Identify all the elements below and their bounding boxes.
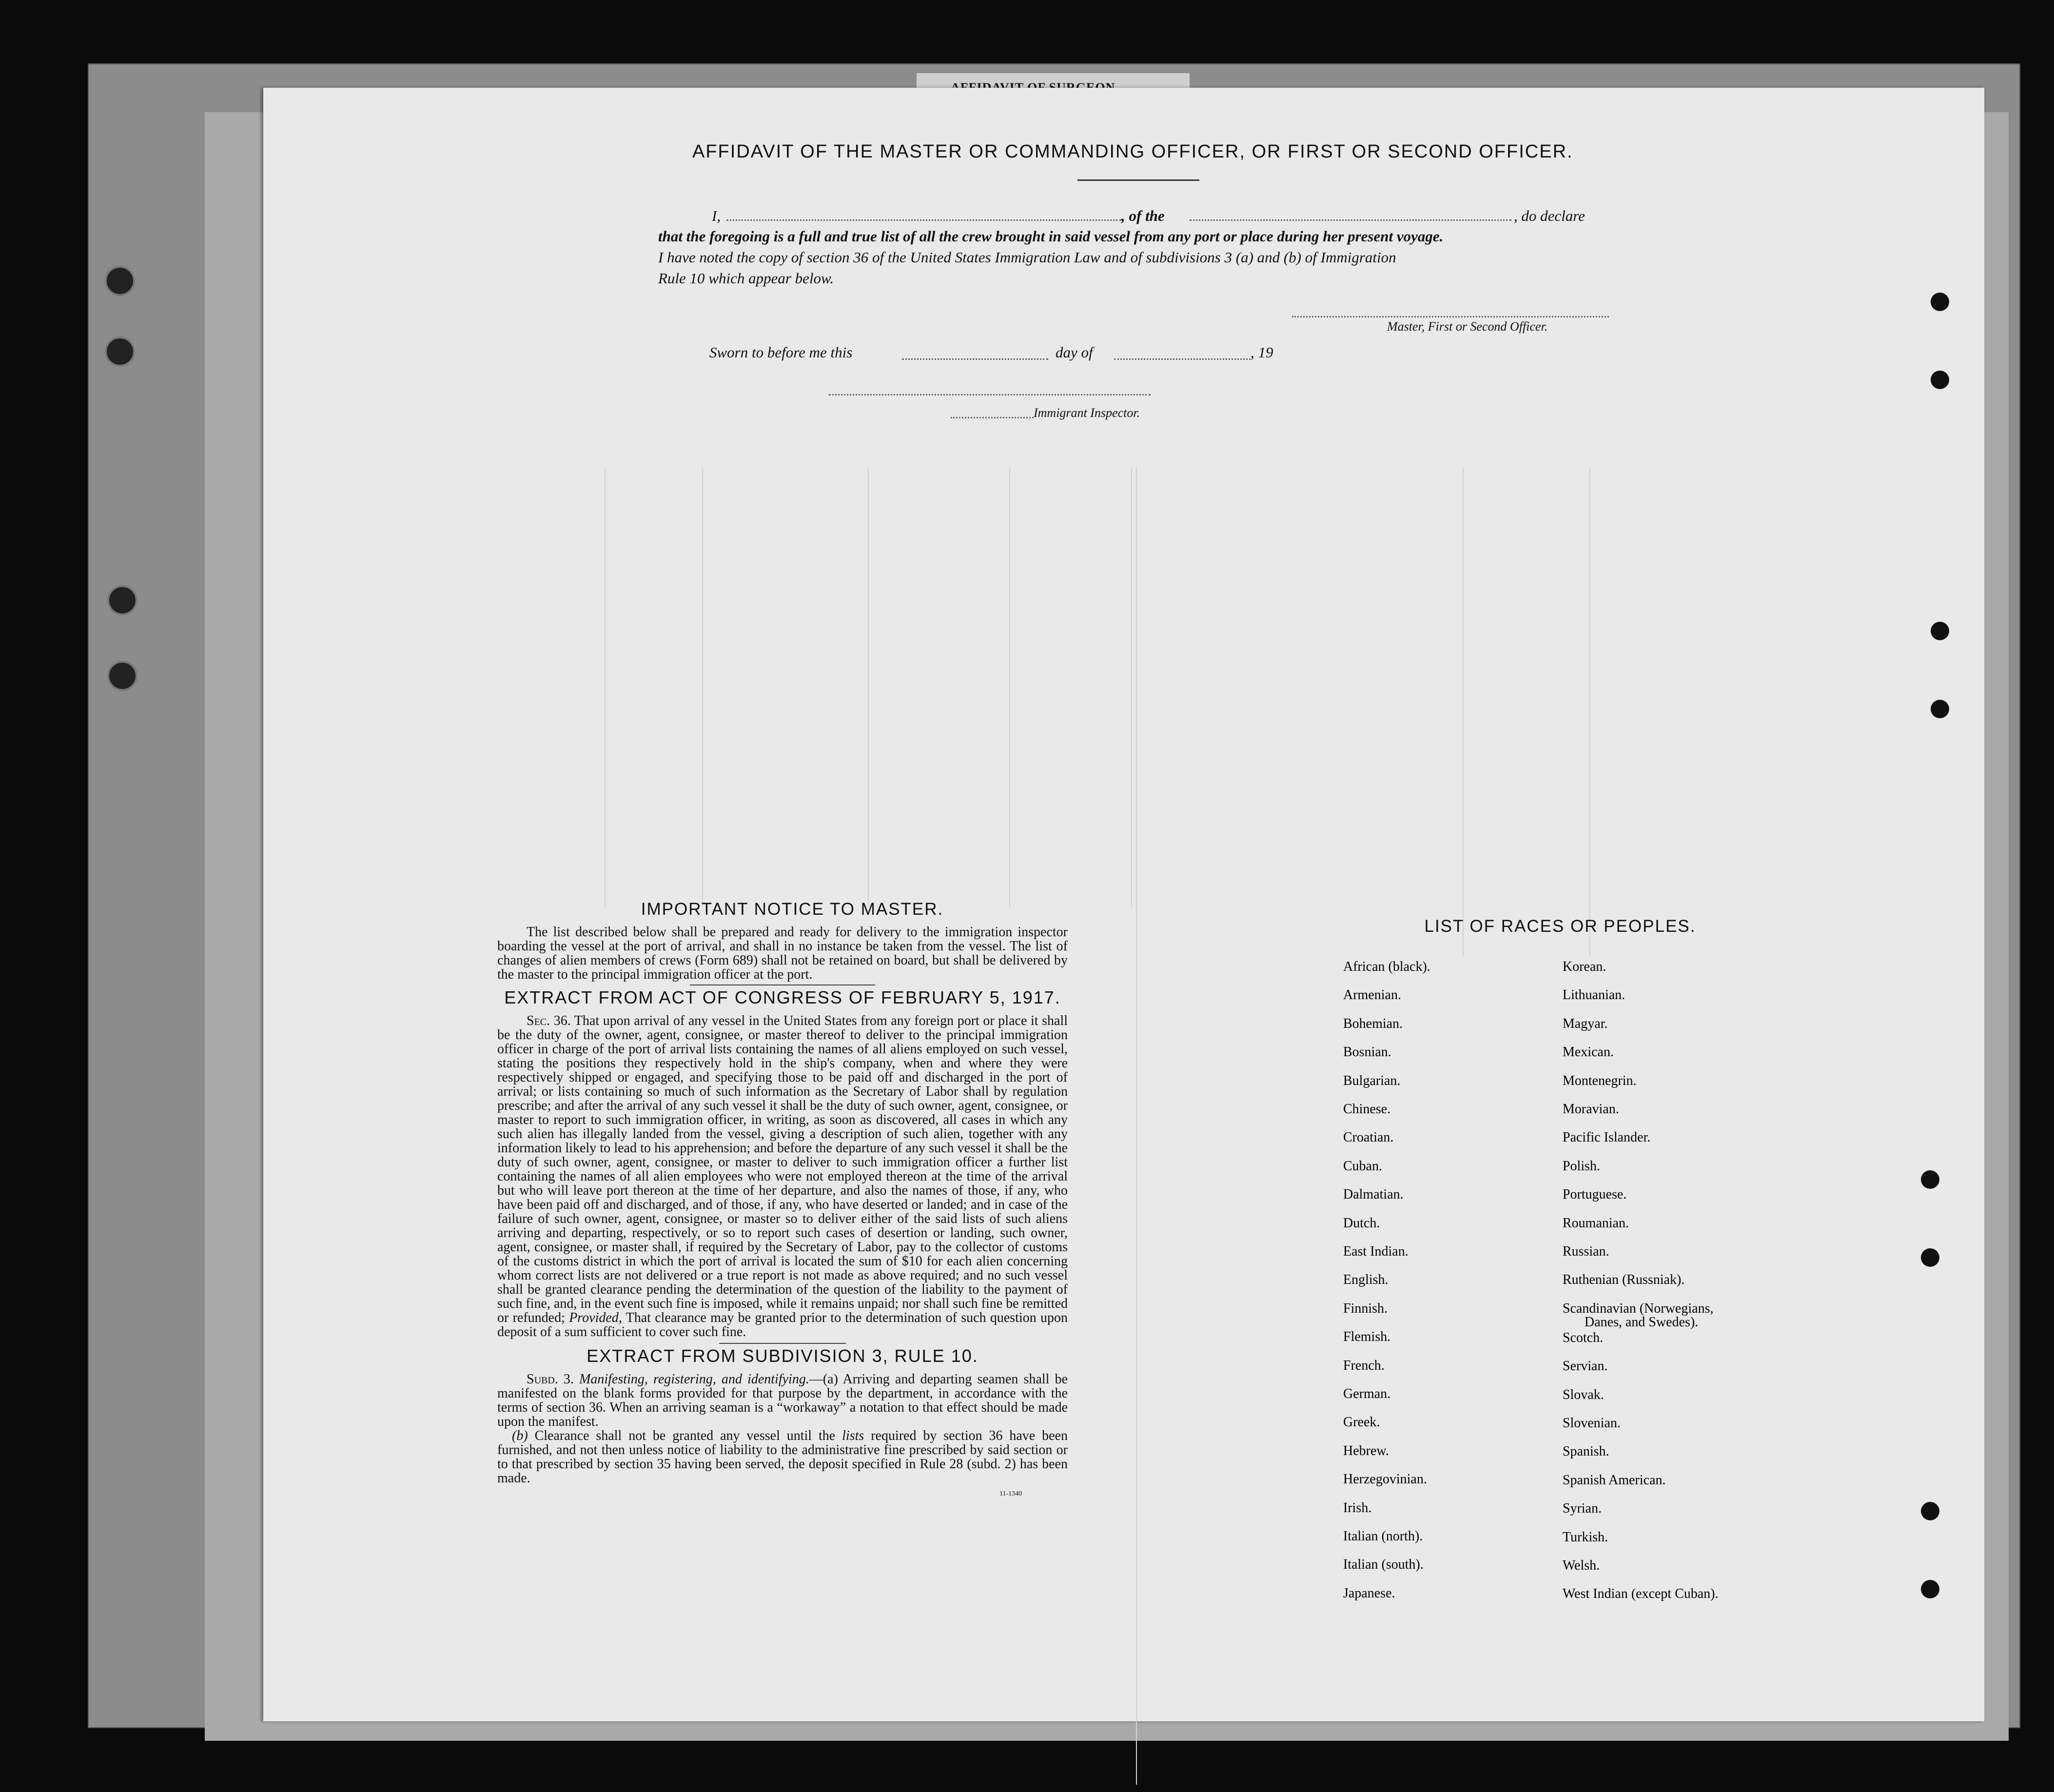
master-signature-label: Master, First or Second Officer. xyxy=(1387,319,1548,334)
binder-hole xyxy=(1921,1248,1939,1267)
divider xyxy=(719,1343,846,1344)
section-36-body: That upon arrival of any vessel in the United States from any foreign port or place it shall be the duty of the owner, agent, consignee, or master thereof to deliver to the principal immigration officer in charge of the port of arrival lists containing the names of all aliens employed on such vessel, stating the positions they respectively hold in the ship's company, when and where they were respectively shipped or engaged, and specifying those to be paid off and discharged in the port of arrival; or lists containing so much of such information as the Secretary of Labor shall by regulation prescribe; and after the arrival of any such vessel it shall be the duty of such owner, agent, consignee, or master to report to such immigration officer, in writing, as soon as discovered, all cases in which any such alien has illegally landed from the vessel, giving a description of such alien, together with any information likely to lead to his apprehension; and before the departure of any such vessel it shall be the duty of such owner, agent, consignee, or master to deliver to such immigration officer a further list containing the names of all alien employees who were not employed thereon at the time of the arrival but who will leave port thereon at the time of her departure, and also the names of those, if any, who have been paid off and discharged, and of those, if any, who have deserted or landed; and in case of the failure of such owner, agent, consignee, or master so to deliver either of the said lists of such aliens arriving and departing, respectively, or so to report such cases of desertion or landing, such owner, agent, consignee, or master shall, if required by the Secretary of Labor, pay to the collector of customs of the customs district in which the port of arrival is located the sum of $10 for each alien concerning whom correct lists are not delivered or a true report is not made as above required; and no such vessel shall be granted clearance pending the determination of the question of the liability to the payment of such fine, and, in the event such fine is imposed, while it remains unpaid; nor shall such fine be remitted or refunded; xyxy=(497,1013,1068,1325)
race-item: Korean. xyxy=(1563,959,1606,974)
sworn-month-field[interactable] xyxy=(1114,358,1251,360)
race-item: German. xyxy=(1343,1386,1391,1401)
ghost-column-line xyxy=(702,468,703,907)
form-number: 11-1340 xyxy=(999,1490,1022,1497)
clause-b-body: Clearance shall not be granted any vessel until the xyxy=(534,1428,836,1443)
notice-text: The list described below shall be prepared and ready for delivery to the immigration inspector boarding the vessel at the port of arrival, and shall in no instance be taken from the vessel. The list of changes of alien members of crews (Form 689) shall not be retained on board, but shall be delivered by the master to the principal immigration officer at the port. xyxy=(497,925,1068,982)
binder-hole xyxy=(1921,1580,1939,1598)
ghost-column-line xyxy=(1131,468,1132,907)
race-item: Italian (south). xyxy=(1343,1557,1424,1573)
race-item: Slovak. xyxy=(1563,1387,1604,1402)
races-column xyxy=(1316,917,1804,936)
race-item: Dalmatian. xyxy=(1343,1187,1404,1202)
inspector-signature-label: Immigrant Inspector. xyxy=(1034,406,1140,420)
race-item: Slovenian. xyxy=(1563,1416,1621,1431)
act-heading: EXTRACT FROM ACT OF CONGRESS OF FEBRUARY 5, 1917. xyxy=(504,987,1061,1007)
race-item: Ruthenian (Russniak). xyxy=(1563,1272,1685,1288)
provided-label: Provided, xyxy=(569,1310,622,1325)
clause-a-body: Arriving and departing seamen shall be manifested on the blank forms provided for that purpose by the department, in accordance with the terms of section 36. When an arriving seaman is a “workaway” a notation to that effect should be made upon the manifest. xyxy=(497,1372,1068,1429)
sworn-day-field[interactable] xyxy=(902,358,1048,360)
race-item: Dutch. xyxy=(1343,1215,1380,1231)
binder-hole xyxy=(105,336,135,367)
race-item: Italian (north). xyxy=(1343,1529,1423,1544)
race-item: Mexican. xyxy=(1563,1044,1614,1060)
binder-hole xyxy=(1931,700,1949,718)
rule-heading: EXTRACT FROM SUBDIVISION 3, RULE 10. xyxy=(587,1346,978,1366)
races-heading: LIST OF RACES OR PEOPLES. xyxy=(1424,917,1696,936)
race-item: Russian. xyxy=(1563,1244,1609,1259)
notice-heading: IMPORTANT NOTICE TO MASTER. xyxy=(641,900,944,919)
subdivision-a-text xyxy=(497,1372,1068,1429)
race-item: Polish. xyxy=(1563,1158,1601,1174)
declarant-label: I, xyxy=(712,207,721,224)
sworn-label: Sworn to before me this xyxy=(709,344,853,361)
heading-underline xyxy=(1077,179,1199,181)
clause-b-end: required by section 36 have been furnished, and not then unless notice of liability to the administrative fine prescribed by said section or to that prescribed by section 35 having been served, the deposit specified in Rule 28 (subd. 2) has been made. xyxy=(497,1428,1068,1486)
do-declare-label: , do declare xyxy=(1514,207,1585,224)
binder-hole xyxy=(1921,1170,1939,1189)
subdivision-b-text xyxy=(497,1429,1068,1485)
vessel-name-field[interactable] xyxy=(1190,219,1511,221)
race-item: Servian. xyxy=(1563,1359,1608,1374)
race-item: Bohemian. xyxy=(1343,1016,1403,1031)
race-item: Croatian. xyxy=(1343,1130,1394,1145)
race-item: Pacific Islander. xyxy=(1563,1130,1651,1145)
declarant-name-field[interactable] xyxy=(726,219,1121,221)
binder-hole xyxy=(105,266,135,296)
race-item: Irish. xyxy=(1343,1500,1372,1516)
section-label: Sec. 36. xyxy=(527,1013,571,1028)
race-item: Herzegovinian. xyxy=(1343,1472,1427,1487)
clause-b-label: (b) xyxy=(512,1428,528,1443)
race-item: West Indian (except Cuban). xyxy=(1563,1586,1719,1602)
inspector-signature-field[interactable] xyxy=(829,394,1151,395)
binder-hole xyxy=(1931,622,1949,640)
ghost-column-line xyxy=(868,468,869,907)
affidavit-heading: AFFIDAVIT OF THE MASTER OR COMMANDING OFFICER, OR FIRST OR SECOND OFFICER. xyxy=(692,141,1573,162)
lists-word: lists xyxy=(842,1428,864,1443)
section-36-text xyxy=(497,1014,1068,1339)
race-item: Hebrew. xyxy=(1343,1443,1389,1458)
race-item: Turkish. xyxy=(1563,1529,1608,1545)
master-signature-field[interactable] xyxy=(1292,316,1609,317)
race-item: Montenegrin. xyxy=(1563,1073,1637,1088)
race-item: Welsh. xyxy=(1563,1558,1600,1573)
binder-hole xyxy=(107,661,137,691)
race-item: French. xyxy=(1343,1358,1385,1373)
column-divider xyxy=(1136,468,1137,1785)
year-label: , 19 xyxy=(1251,344,1273,361)
inspector-signature-field[interactable] xyxy=(951,417,1034,418)
race-item: Greek. xyxy=(1343,1415,1380,1430)
race-item: Spanish American. xyxy=(1563,1472,1666,1488)
race-item: Magyar. xyxy=(1563,1016,1608,1031)
clause-a-label: —(a) xyxy=(809,1372,838,1387)
declaration-text: that the foregoing is a full and true list of all the crew brought in said vessel from any port or place during her present voyage. xyxy=(658,228,1444,245)
race-item: Finnish. xyxy=(1343,1300,1388,1316)
race-item: Flemish. xyxy=(1343,1329,1391,1345)
race-item: Armenian. xyxy=(1343,987,1401,1003)
race-item: East Indian. xyxy=(1343,1244,1408,1259)
binder-hole xyxy=(1921,1502,1939,1520)
notice-column xyxy=(497,900,1068,1498)
race-item: Danes, and Swedes). xyxy=(1585,1314,1699,1330)
race-item: Syrian. xyxy=(1563,1501,1602,1516)
ghost-column-line xyxy=(1589,468,1590,956)
race-item: Bulgarian. xyxy=(1343,1073,1401,1088)
race-item: Spanish. xyxy=(1563,1444,1609,1459)
subdivision-title: Manifesting, registering, and identifying. xyxy=(579,1372,809,1387)
race-item: Roumanian. xyxy=(1563,1215,1629,1231)
subdivision-label: Subd. 3. xyxy=(527,1372,574,1387)
binder-hole xyxy=(1931,293,1949,311)
race-item: Japanese. xyxy=(1343,1585,1395,1601)
race-item: Scotch. xyxy=(1563,1330,1604,1345)
declaration-text: Rule 10 which appear below. xyxy=(658,270,834,287)
race-item: Cuban. xyxy=(1343,1158,1383,1174)
declaration-text: I have noted the copy of section 36 of the United States Immigration Law and of subdivisions 3 (a) and (b) of Immigration xyxy=(658,249,1396,266)
day-of-label: day of xyxy=(1056,344,1093,361)
race-item: Scandinavian (Norwegians, xyxy=(1563,1300,1714,1316)
race-item: Chinese. xyxy=(1343,1102,1391,1117)
ghost-column-line xyxy=(1009,468,1010,907)
section-36-end: That clearance may be granted prior to the determination of such question upon deposit of a sum sufficient to cover such fine. xyxy=(497,1310,1068,1339)
race-item: Bosnian. xyxy=(1343,1044,1391,1060)
race-item: English. xyxy=(1343,1272,1389,1288)
ghost-column-line xyxy=(1463,468,1464,956)
of-the-label: , of the xyxy=(1121,207,1165,224)
race-item: African (black). xyxy=(1343,959,1430,974)
ghost-column-line xyxy=(605,468,606,907)
binder-hole xyxy=(107,585,137,615)
race-item: Lithuanian. xyxy=(1563,987,1625,1003)
race-item: Portuguese. xyxy=(1563,1187,1627,1202)
race-item: Moravian. xyxy=(1563,1102,1619,1117)
binder-hole xyxy=(1931,371,1949,389)
